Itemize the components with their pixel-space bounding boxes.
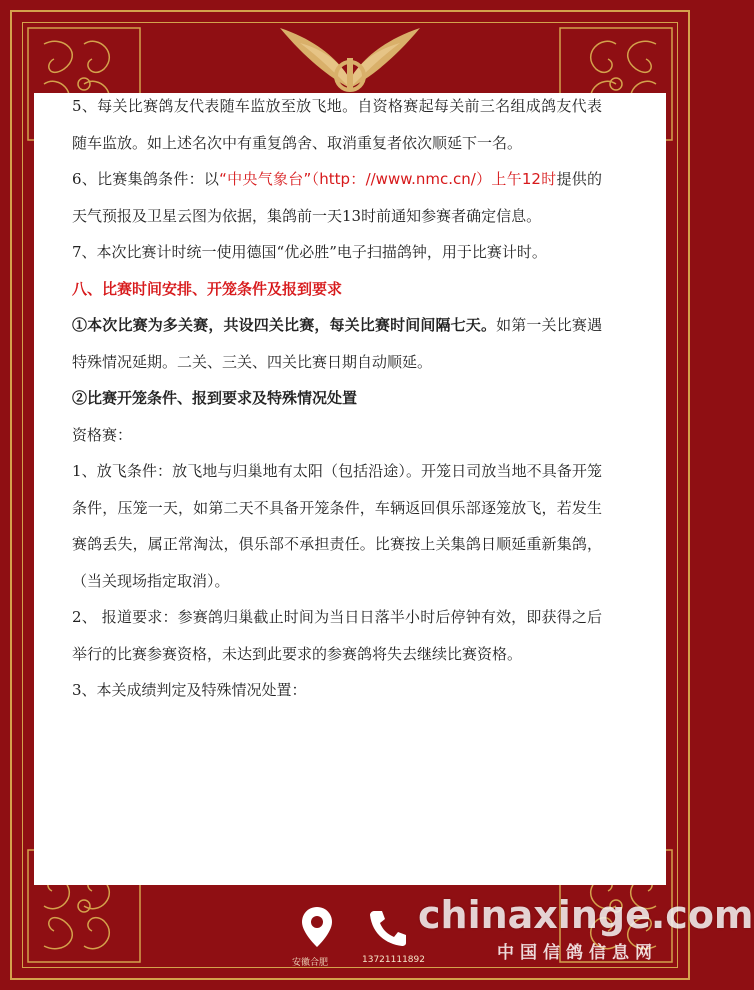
sub-item-1: ①本次比赛为多关赛，共设四关比赛，每关比赛时间间隔七天。如第一关比赛遇特殊情况延期。二关、三关、四关比赛日期自动顺延。 [72, 316, 602, 371]
item-6: 6、比赛集鸽条件：以“中央气象台”（http：//www.nmc.cn/）上午12时提供的天气预报及卫星云图为依据，集鸽前一天13时前通知参赛者确定信息。 [72, 170, 602, 225]
footer-phone: 13721111892 [362, 955, 425, 965]
qualifier-item-2: 2、 报道要求：参赛鸽归巢截止时间为当日日落半小时后停钟有效，即获得之后举行的比赛参赛资格，未达到此要求的参赛鸽将失去继续比赛资格。 [72, 608, 602, 663]
item-7: 7、本次比赛计时统一使用德国“优必胜”电子扫描鸽钟，用于比赛计时。 [72, 243, 547, 261]
watermark-site-name: 中国信鸽信息网 [497, 943, 658, 963]
document-body [72, 88, 602, 709]
location-pin-icon [300, 905, 334, 949]
qualifier-item-3: 3、本关成绩判定及特殊情况处置： [72, 681, 307, 699]
item-5: 5、每关比赛鸽友代表随车监放至放飞地。自资格赛起每关前三名组成鸽友代表随车监放。如上述名次中有重复鸽舍、取消重复者依次顺延下一名。 [72, 97, 602, 152]
qualifier-item-1: 1、放飞条件：放飞地与归巢地有太阳（包括沿途）。开笼日司放当地不具备开笼条件，压笼一天，如第二天不具备开笼条件，车辆返回俱乐部逐笼放飞，若发生赛鸽丢失，属正常淘汰，俱乐部不承担责任。比赛按上关集鸽日顺延重新集鸽，（当关现场指定取消）。 [72, 462, 602, 590]
footer-city: 安徽合肥 [292, 958, 329, 968]
sub-item-2: ②比赛开笼条件、报到要求及特殊情况处置 [72, 389, 358, 407]
winged-emblem-icon [270, 18, 430, 98]
section-8-heading: 八、比赛时间安排、开笼条件及报到要求 [72, 279, 343, 298]
weather-source-highlight: “中央气象台”（http：//www.nmc.cn/）上午12时 [219, 170, 557, 188]
watermark-domain: chinaxinge.com [418, 893, 754, 937]
qualifier-label: 资格赛： [72, 425, 133, 444]
phone-icon [366, 907, 410, 947]
